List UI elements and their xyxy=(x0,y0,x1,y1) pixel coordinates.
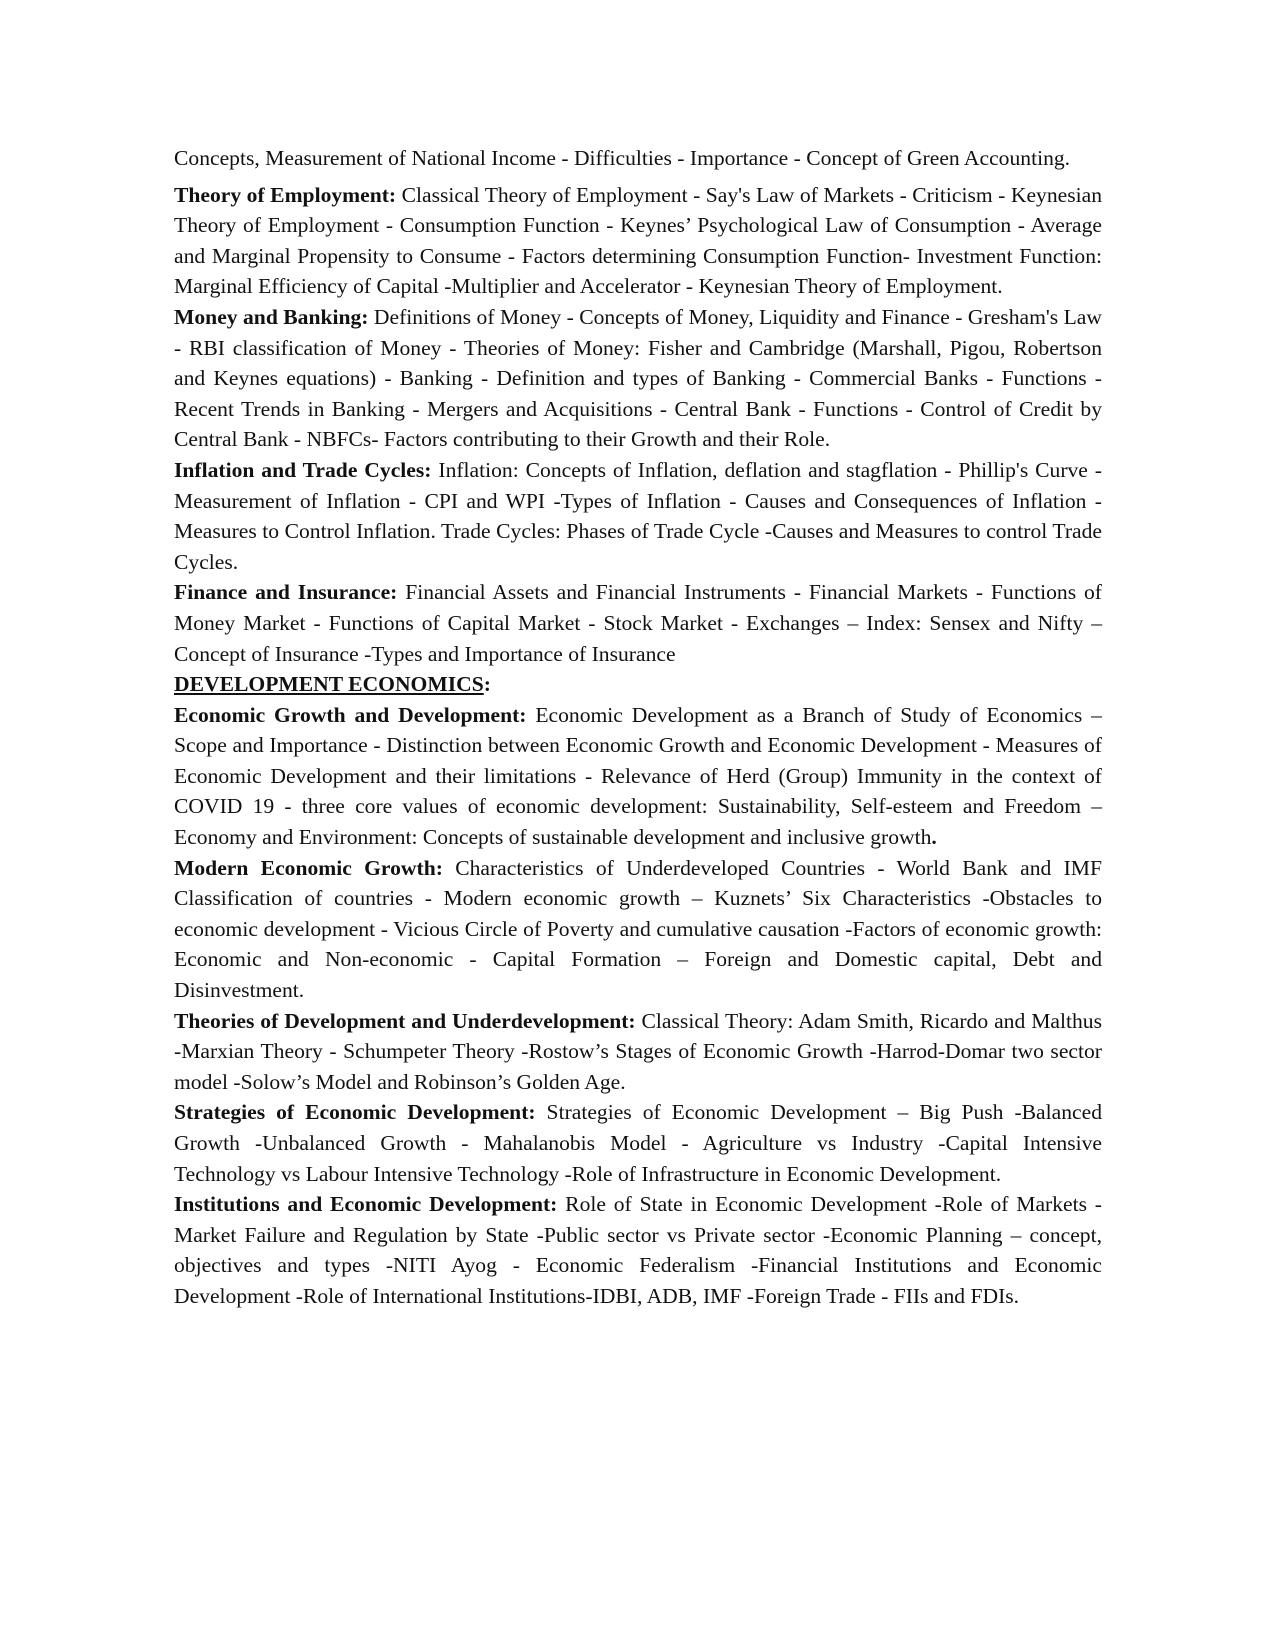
section-body: Classical Theory of Employment - Say's Law of Markets - Criticism - Keynesian Theory of Employment - Consumption Function - Keynes’ Psychological Law of Consumption - Average and Marginal Propensity to Consume - Factors determining Consumption Function- Investment Function: Marginal Efficiency of Capital -Multiplier and Accelerator - Keynesian Theory of Employment. xyxy=(174,182,1102,299)
section-heading: Finance and Insurance: xyxy=(174,580,398,605)
section-heading: Modern Economic Growth: xyxy=(174,855,443,880)
section-heading: Strategies of Economic Development: xyxy=(174,1100,536,1125)
section-heading: Institutions and Economic Development: xyxy=(174,1192,558,1217)
section-finance-and-insurance xyxy=(174,577,1102,669)
section-heading: Economic Growth and Development: xyxy=(174,702,527,727)
document-page xyxy=(174,143,1102,1312)
section-money-and-banking xyxy=(174,302,1102,455)
section-inflation-and-trade-cycles xyxy=(174,455,1102,577)
development-economics-title xyxy=(174,669,1102,700)
section-heading: Money and Banking: xyxy=(174,304,369,329)
section-institutions-and-economic-development xyxy=(174,1189,1102,1311)
section-title-suffix: : xyxy=(483,672,491,697)
section-title-text: DEVELOPMENT ECONOMICS xyxy=(174,672,484,697)
section-economic-growth-and-development xyxy=(174,700,1102,853)
intro-paragraph xyxy=(174,143,1102,174)
section-heading: Theory of Employment: xyxy=(174,182,397,207)
section-heading: Theories of Development and Underdevelopment: xyxy=(174,1008,636,1033)
intro-text: Concepts, Measurement of National Income - Difficulties - Importance - Concept of Green Accounting. xyxy=(174,146,1071,170)
section-body: Inflation: Concepts of Inflation, deflation and stagflation - Phillip's Curve - Measurement of Inflation - CPI and WPI -Types of Inflation - Causes and Consequences of Inflation -Measures to Control Inflation. Trade Cycles: Phases of Trade Cycle -Causes and Measures to control Trade Cycles. xyxy=(174,457,1102,574)
section-body: Definitions of Money - Concepts of Money, Liquidity and Finance - Gresham's Law - RBI classification of Money - Theories of Money: Fisher and Cambridge (Marshall, Pigou, Robertson and Keynes equations) - Banking - Definition and types of Banking - Commercial Banks - Functions -Recent Trends in Banking - Mergers and Acquisitions - Central Bank - Functions - Control of Credit by Central Bank - NBFCs- Factors contributing to their Growth and their Role. xyxy=(174,304,1102,452)
section-body: Financial Assets and Financial Instruments - Financial Markets - Functions of Money Market - Functions of Capital Market - Stock Market - Exchanges – Index: Sensex and Nifty – Concept of Insurance -Types and Importance of Insurance xyxy=(174,580,1102,666)
section-body: Economic Development as a Branch of Study of Economics – Scope and Importance - Distinction between Economic Growth and Economic Development - Measures of Economic Development and their limitations - Relevance of Herd (Group) Immunity in the context of COVID 19 - three core values of economic development: Sustainability, Self-esteem and Freedom – Economy and Environment: Concepts of sustainable development and inclusive growth xyxy=(174,702,1102,850)
section-body: Role of State in Economic Development -Role of Markets - Market Failure and Regulation by State -Public sector vs Private sector -Economic Planning – concept, objectives and types -NITI Ayog - Economic Federalism -Financial Institutions and Economic Development -Role of International Institutions-IDBI, ADB, IMF -Foreign Trade - FIIs and FDIs. xyxy=(174,1192,1102,1308)
section-theory-of-employment xyxy=(174,180,1102,302)
section-strategies-of-economic-development xyxy=(174,1097,1102,1189)
section-tail: . xyxy=(931,825,937,850)
section-body: Strategies of Economic Development – Big Push -Balanced Growth -Unbalanced Growth - Mahalanobis Model - Agriculture vs Industry -Capital Intensive Technology vs Labour Intensive Technology -Role of Infrastructure in Economic Development. xyxy=(174,1100,1102,1186)
section-body: Characteristics of Underdeveloped Countries - World Bank and IMF Classification of countries - Modern economic growth – Kuznets’ Six Characteristics -Obstacles to economic development - Vicious Circle of Poverty and cumulative causation -Factors of economic growth: Economic and Non-economic - Capital Formation – Foreign and Domestic capital, Debt and Disinvestment. xyxy=(174,855,1102,1003)
section-modern-economic-growth xyxy=(174,853,1102,1006)
section-heading: Inflation and Trade Cycles: xyxy=(174,457,432,482)
section-body: Classical Theory: Adam Smith, Ricardo and Malthus -Marxian Theory - Schumpeter Theory -Rostow’s Stages of Economic Growth -Harrod-Domar two sector model -Solow’s Model and Robinson’s Golden Age. xyxy=(174,1008,1102,1094)
section-theories-of-development xyxy=(174,1006,1102,1098)
